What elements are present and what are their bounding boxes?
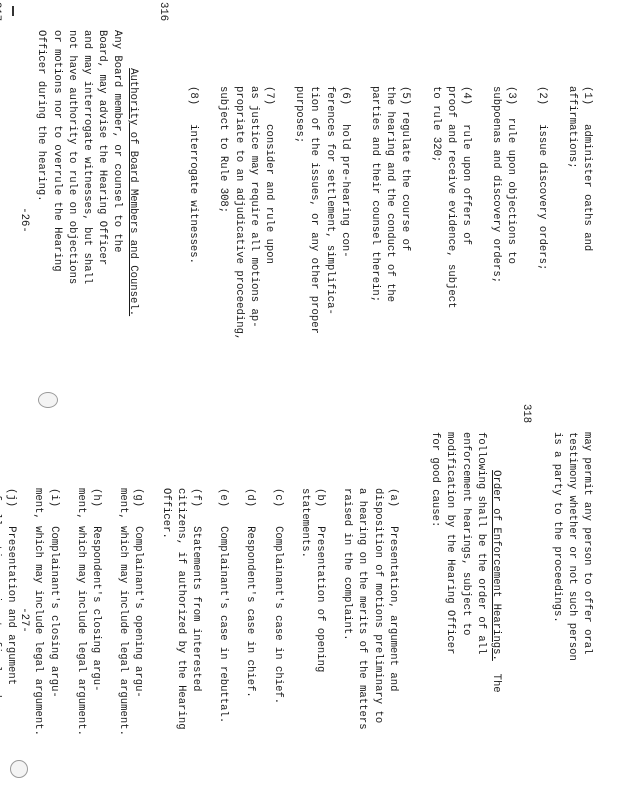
rule-318-number: 318 — [520, 404, 533, 424]
rule-317-number — [0, 2, 3, 21]
item-a: (a) Presentation, argument and disposition of motions preliminary to a hearing on the merits of the matters raised in the complaint. — [341, 488, 399, 730]
item-e: (e) Complainant's case in rebuttal. — [217, 488, 230, 724]
item-1: (1) administer oaths and affirmations; — [565, 86, 593, 252]
rule-317 — [0, 30, 3, 392]
item-c: (c) Complainant's case in chief. — [271, 488, 284, 705]
item-4: (4) rule upon offers of proof and receive evidence, subject to rule 320; — [429, 86, 472, 309]
rule-318-title: Order of Enforcement Hearings. — [489, 470, 502, 661]
item-d: (d) Respondent's case in chief. — [244, 488, 257, 698]
item-2: (2) issue discovery orders; — [535, 86, 548, 271]
rule-318-body: The following shall be the order of all enforcement hearings, subject to modification by the Hearing Officer for good cause: — [429, 432, 502, 693]
page-number-left: -26- — [18, 207, 31, 233]
item-3: (3) rule upon objections to subpoenas and discovery orders; — [490, 86, 518, 284]
item-6: (6) hold pre-hearing con- ferences for settlement, simplifica- tion of the issues, or any other proper purposes; — [293, 86, 351, 334]
item-g: (g) Complainant's opening argu- ment, which may include legal argument. — [117, 488, 145, 736]
item-b: (b) Presentation of opening statements. — [298, 488, 326, 673]
item-7: (7) consider and rule upon as justice may require all motions ap- propriate to an adjudicative proceeding, subject to Rule 308; — [217, 86, 275, 341]
rule-316-body: Any Board member, or counsel to the Board, may advise the Hearing Officer and may interrogate witnesses, but shall not have authority to rule on objections or motions nor to overrule the Hearing Officer during the hearing. — [35, 30, 124, 285]
item-f: (f) Statements from interested citizens, if authorized by the Hearing Officer. — [159, 488, 202, 730]
page-number-right: -27- — [18, 607, 31, 633]
binder-hole-mark — [38, 392, 58, 408]
item-5: (5) regulate the course of the hearing and the conduct of the parties and their counsel therein; — [368, 86, 412, 303]
left-page-column — [0, 2, 594, 392]
rule-318 — [412, 404, 534, 794]
item-8: (8) interrogate witnesses. — [187, 86, 200, 265]
scan-smudge-mark — [10, 760, 28, 778]
right-page-column — [0, 404, 594, 794]
item-h: (h) Respondent's closing argu- ment, which may include legal argument. — [74, 488, 102, 736]
rule-316-title: Authority of Board Members and Counsel. — [126, 68, 139, 317]
rule-317-continuation: may permit any person to offer oral testimony whether or not such person is a party to the proceedings. — [550, 432, 593, 661]
rule-316 — [18, 2, 170, 392]
item-i: (i) Complainant's closing argu- ment, which may include legal argument. — [32, 488, 60, 736]
item-j: (j) Presentation and argument — [5, 488, 18, 686]
rule-316-number: 316 — [156, 2, 169, 22]
scan-speck — [12, 6, 14, 16]
